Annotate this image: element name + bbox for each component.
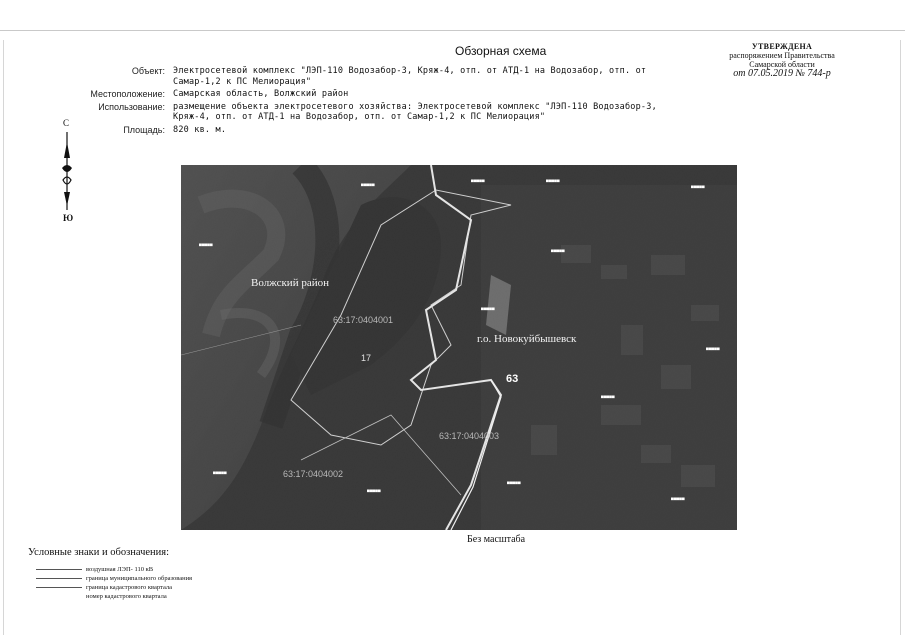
legend-swatch: [36, 587, 82, 588]
field-value: Самарская область, Волжский район: [173, 89, 349, 99]
parcel-tag: ■■■■■: [706, 347, 720, 352]
quarter-label: 63:17:0404002: [283, 469, 344, 479]
compass-needle-icon: [58, 118, 78, 228]
municipality-code: 63: [506, 373, 519, 385]
field-value: Электросетевой комплекс "ЛЭП-110 Водозабор-3, Кряж-4, отп. от АТД-1 на Водозабор, отп. от Самар-1,2 к ПС Мелиорация": [173, 66, 647, 87]
parcel-tag: ■■■■■: [481, 307, 495, 312]
legend-swatch: [36, 569, 82, 570]
parcel-tag: ■■■■■: [361, 183, 375, 188]
top-rule: [0, 30, 905, 31]
field-value: размещение объекта электросетевого хозяйства: Электросетевой комплекс "ЛЭП-110 Водозабор-3, Кряж-4, отп. от АТД-1 на Водозабор, отп. от Самар-1,2 к ПС Мелиорация": [173, 101, 657, 122]
north-arrow: [58, 118, 78, 228]
parcel-tag: ■■■■■: [199, 243, 213, 248]
field-label: Местоположение:: [90, 89, 165, 99]
legend-label: граница кадастрового квартала: [86, 584, 173, 591]
legend-swatch: [36, 596, 82, 597]
parcel-tag: ■■■■■: [546, 179, 560, 184]
parcel-tag: ■■■■■: [671, 497, 685, 502]
legend-item: [36, 565, 192, 574]
approval-stamp: [718, 42, 846, 78]
quarter-label: 63:17:0404001: [333, 315, 394, 325]
field-row-object: [60, 66, 680, 87]
approval-number: от 07.05.2019 № 744-р: [733, 68, 831, 79]
parcel-tag: ■■■■■: [471, 179, 485, 184]
field-row-usage: [60, 102, 680, 123]
north-letter: С: [63, 118, 70, 128]
left-rule: [3, 40, 4, 635]
approval-line-1: распоряжением Правительства: [729, 51, 835, 60]
parcel-tag: ■■■■■: [551, 249, 565, 254]
right-rule: [900, 40, 901, 635]
legend: [36, 565, 192, 601]
district-label: Волжский район: [251, 277, 329, 289]
field-label: Объект:: [131, 66, 165, 76]
parcel-tag: ■■■■■: [367, 489, 381, 494]
parcel-tag: ■■■■■: [213, 471, 227, 476]
approval-line-2: Самарской области: [749, 60, 815, 69]
field-value: 820 кв. м.: [173, 124, 227, 135]
field-row-area: [60, 125, 680, 136]
parcel-tag: ■■■■■: [601, 395, 615, 400]
legend-item: [36, 574, 192, 583]
map-imagery: [181, 165, 737, 530]
south-letter: Ю: [63, 213, 74, 223]
legend-label: воздушная ЛЭП- 110 кВ: [86, 566, 154, 573]
legend-swatch: [36, 578, 82, 579]
legend-item: [36, 592, 192, 601]
field-label: Площадь:: [123, 124, 165, 135]
parcel-tag: ■■■■■: [691, 185, 705, 190]
city-label: г.о. Новокуйбышевск: [477, 333, 577, 345]
parcel-tag: ■■■■■: [507, 481, 521, 486]
legend-title: Условные знаки и обозначения:: [28, 547, 170, 558]
legend-item: [36, 583, 192, 592]
legend-label: граница муниципального образования: [86, 575, 193, 582]
municipality-code: 17: [361, 353, 372, 363]
approval-heading: УТВЕРЖДЕНА: [751, 42, 813, 51]
legend-label: номер кадастрового квартала: [86, 593, 167, 600]
field-row-location: [60, 89, 680, 100]
quarter-label: 63:17:0404003: [439, 431, 500, 441]
satellite-map: [181, 165, 737, 530]
scale-note: Без масштаба: [467, 534, 526, 545]
object-fields: [60, 66, 680, 137]
field-label: Использование:: [98, 101, 165, 112]
document-title: Обзорная схема: [455, 44, 547, 58]
